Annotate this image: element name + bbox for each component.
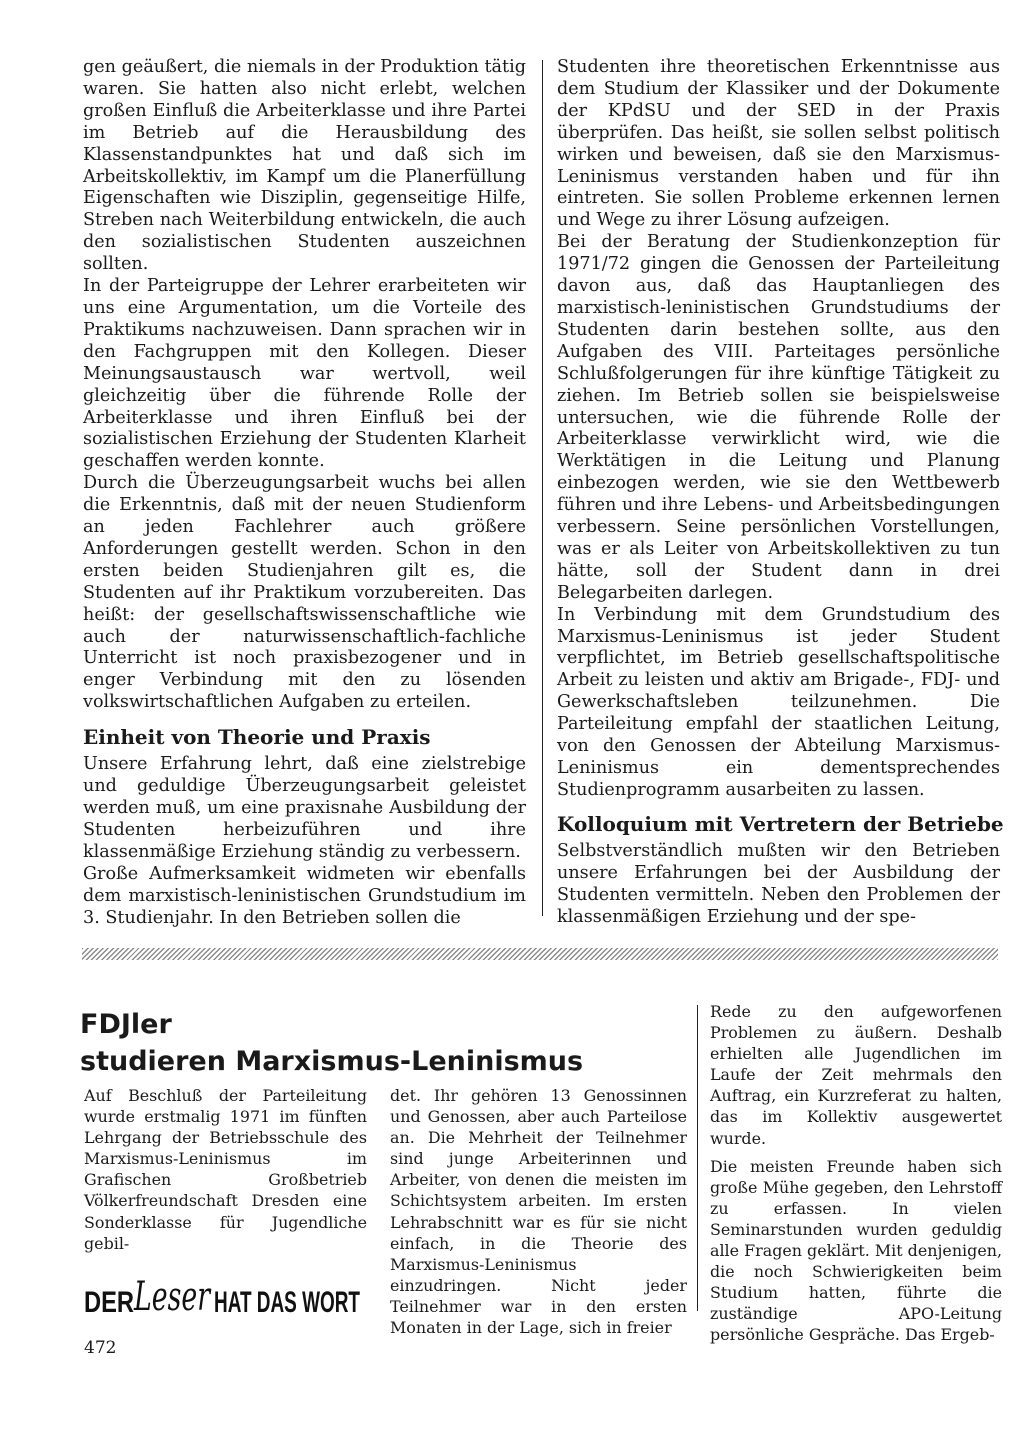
paragraph: Unsere Erfahrung lehrt, daß eine zielstrebige und geduldige Überzeugungsarbeit geleistet werden muß, um eine praxisnahe Ausbildung der Studenten herbeizuführen und ihre klassenmäßige Erziehung ständig zu verbessern. (83, 754, 526, 862)
paragraph: In Verbindung mit dem Grundstudium des Marxismus-Leninismus ist jeder Student verpflichtet, im Betrieb gesellschaftspolitische Arbeit zu leisten und aktiv am Brigade-, FDJ- und Gewerkschaftsleben teilzunehmen. Die Parteileitung empfahl der staatlichen Leitung, von den Genossen der Abteilung Marxismus-Leninismus ein dementsprechendes Studienprogramm ausarbeiten zu lassen. (557, 604, 1000, 800)
page-number: 472 (84, 1338, 117, 1358)
paragraph: Die meisten Freunde haben sich große Mühe gegeben, den Lehrstoff zu erfassen. In vielen Seminarstunden wurden geduldig alle Fragen geklärt. Mit denjenigen, die noch Schwierigkeiten beim Studium hatten, führte die zuständige APO-Leitung persönliche Gespräche. Das Ergeb- (710, 1156, 1003, 1345)
paragraph: In der Parteigruppe der Lehrer erarbeiteten wir uns eine Argumentation, um die Vorteile des Praktikums nachzuweisen. Dann sprachen wir in den Fachgruppen mit den Kollegen. Dieser Meinungsaustausch war wertvoll, weil gleichzeitig über die führende Rolle der Arbeiterklasse und ihren Einfluß bei der sozialistischen Erziehung der Studenten Klarheit geschaffen werden konnte. (83, 276, 526, 472)
paragraph: Große Aufmerksamkeit widmeten wir ebenfalls dem marxistisch-leninistischen Grundstudium im 3. Studienjahr. In den Betrieben sollen die (83, 863, 526, 928)
logo-script: Leser (133, 1274, 212, 1320)
paragraph: Rede zu den aufgeworfenen Problemen zu äußern. Deshalb erhielten alle Jugendlichen im Laufe der Zeit mehrmals den Auftrag, ein Kurzreferat zu halten, das im Kollektiv ausgewertet wurde. (710, 1002, 1002, 1148)
logo-der: DER (84, 1286, 135, 1319)
article-column-2 (390, 1085, 687, 1338)
column-divider (697, 1005, 698, 1311)
paragraph: gen geäußert, die niemals in der Produktion tätig waren. Sie hatten also nicht erlebt, welchen großen Einfluß die Arbeiterklasse und ihre Partei im Betrieb auf die Herausbildung des Klassenstandpunktes hat und daß sich im Arbeitskollektiv, im Kampf um die Planerfüllung Eigenschaften wie Disziplin, gegenseitige Hilfe, Streben nach Weiterbildung entwickeln, die auch den sozialistischen Studenten auszeichnen sollten. (83, 57, 526, 275)
article-headline (80, 1006, 583, 1080)
subheading: Einheit von Theorie und Praxis (83, 725, 431, 750)
paragraph: Durch die Überzeugungsarbeit wuchs bei allen die Erkenntnis, daß mit der neuen Studienform an jeden Fachlehrer auch größere Anforderungen gestellt werden. Schon in den ersten beiden Studienjahren gilt es, die Studenten auf ihr Praktikum vorzubereiten. Das heißt: der gesellschaftswissenschaftliche wie auch der naturwissenschaftlich-fachliche Unterricht ist noch praxisbezogener und in enger Verbindung mit den zu lösenden volkswirtschaftlichen Aufgaben zu erteilen. (83, 473, 526, 713)
paragraph: Selbstverständlich mußten wir den Betrieben unsere Erfahrungen bei der Ausbildung der Studenten vermitteln. Neben den Problemen der klassenmäßigen Erziehung und der spe- (557, 840, 1000, 927)
paragraph: det. Ihr gehören 13 Genossinnen und Genossen, aber auch Parteilose an. Die Mehrheit der Teilnehmer sind junge Arbeiterinnen und Arbeiter, von denen die meisten im Schichtsystem arbeiten. Im ersten Lehrabschnitt war es für sie nicht einfach, in die Theorie des Marxismus-Leninismus einzudringen. Nicht jeder Teilnehmer war in den ersten Monaten in der Lage, sich in freier (390, 1086, 687, 1338)
top-right-column (557, 57, 1004, 928)
headline-line-2: studieren Marxismus-Leninismus (80, 1046, 584, 1077)
leser-hat-das-wort-logo (84, 1266, 362, 1322)
subheading: Kolloquium mit Vertretern der Betriebe (557, 811, 1004, 836)
column-divider (542, 60, 543, 916)
paragraph: Bei der Beratung der Studienkonzeption für 1971/72 gingen die Genossen der Parteileitung davon aus, daß das Hauptanliegen des marxistisch-leninistischen Grundstudiums der Studenten darin bestehen sollte, aus den Aufgaben des VIII. Parteitages persönliche Schlußfolgerungen für ihre künftige Tätigkeit zu ziehen. Im Betrieb sollen sie beispielsweise untersuchen, wie die führende Rolle der Arbeiterklasse verwirklicht wird, wie die Werktätigen in die Leitung und Planung einbezogen werden, wie sie den Wettbewerb führen und ihre Lebens- und Arbeitsbedingungen verbessern. Seine persönlichen Vorstellungen, was er als Leiter von Arbeitskollektiven zu tun hätte, soll der Student dann in drei Belegarbeiten darlegen. (557, 232, 1000, 603)
top-left-column (83, 57, 526, 929)
article-column-3 (710, 1001, 1002, 1346)
paragraph: Auf Beschluß der Parteileitung wurde erstmalig 1971 im fünften Lehrgang der Betriebsschule des Marxismus-Leninismus im Grafischen Großbetrieb Völkerfreundschaft Dresden eine Sonderklasse für Jugendliche gebil- (84, 1086, 367, 1253)
article-column-1 (84, 1085, 367, 1254)
paragraph: Studenten ihre theoretischen Erkenntnisse aus dem Studium der Klassiker und der Dokumente der KPdSU und der SED in der Praxis überprüfen. Das heißt, sie sollen selbst politisch wirken und beweisen, daß sie den Marxismus-Leninismus verstanden haben und für ihn eintreten. Sie sollen Probleme erkennen lernen und Wege zu ihrer Lösung aufzeigen. (557, 57, 1000, 231)
hatched-separator (82, 948, 998, 960)
logo-hat-das-wort: HAT DAS WORT (214, 1286, 360, 1319)
headline-line-1: FDJler (80, 1009, 172, 1040)
